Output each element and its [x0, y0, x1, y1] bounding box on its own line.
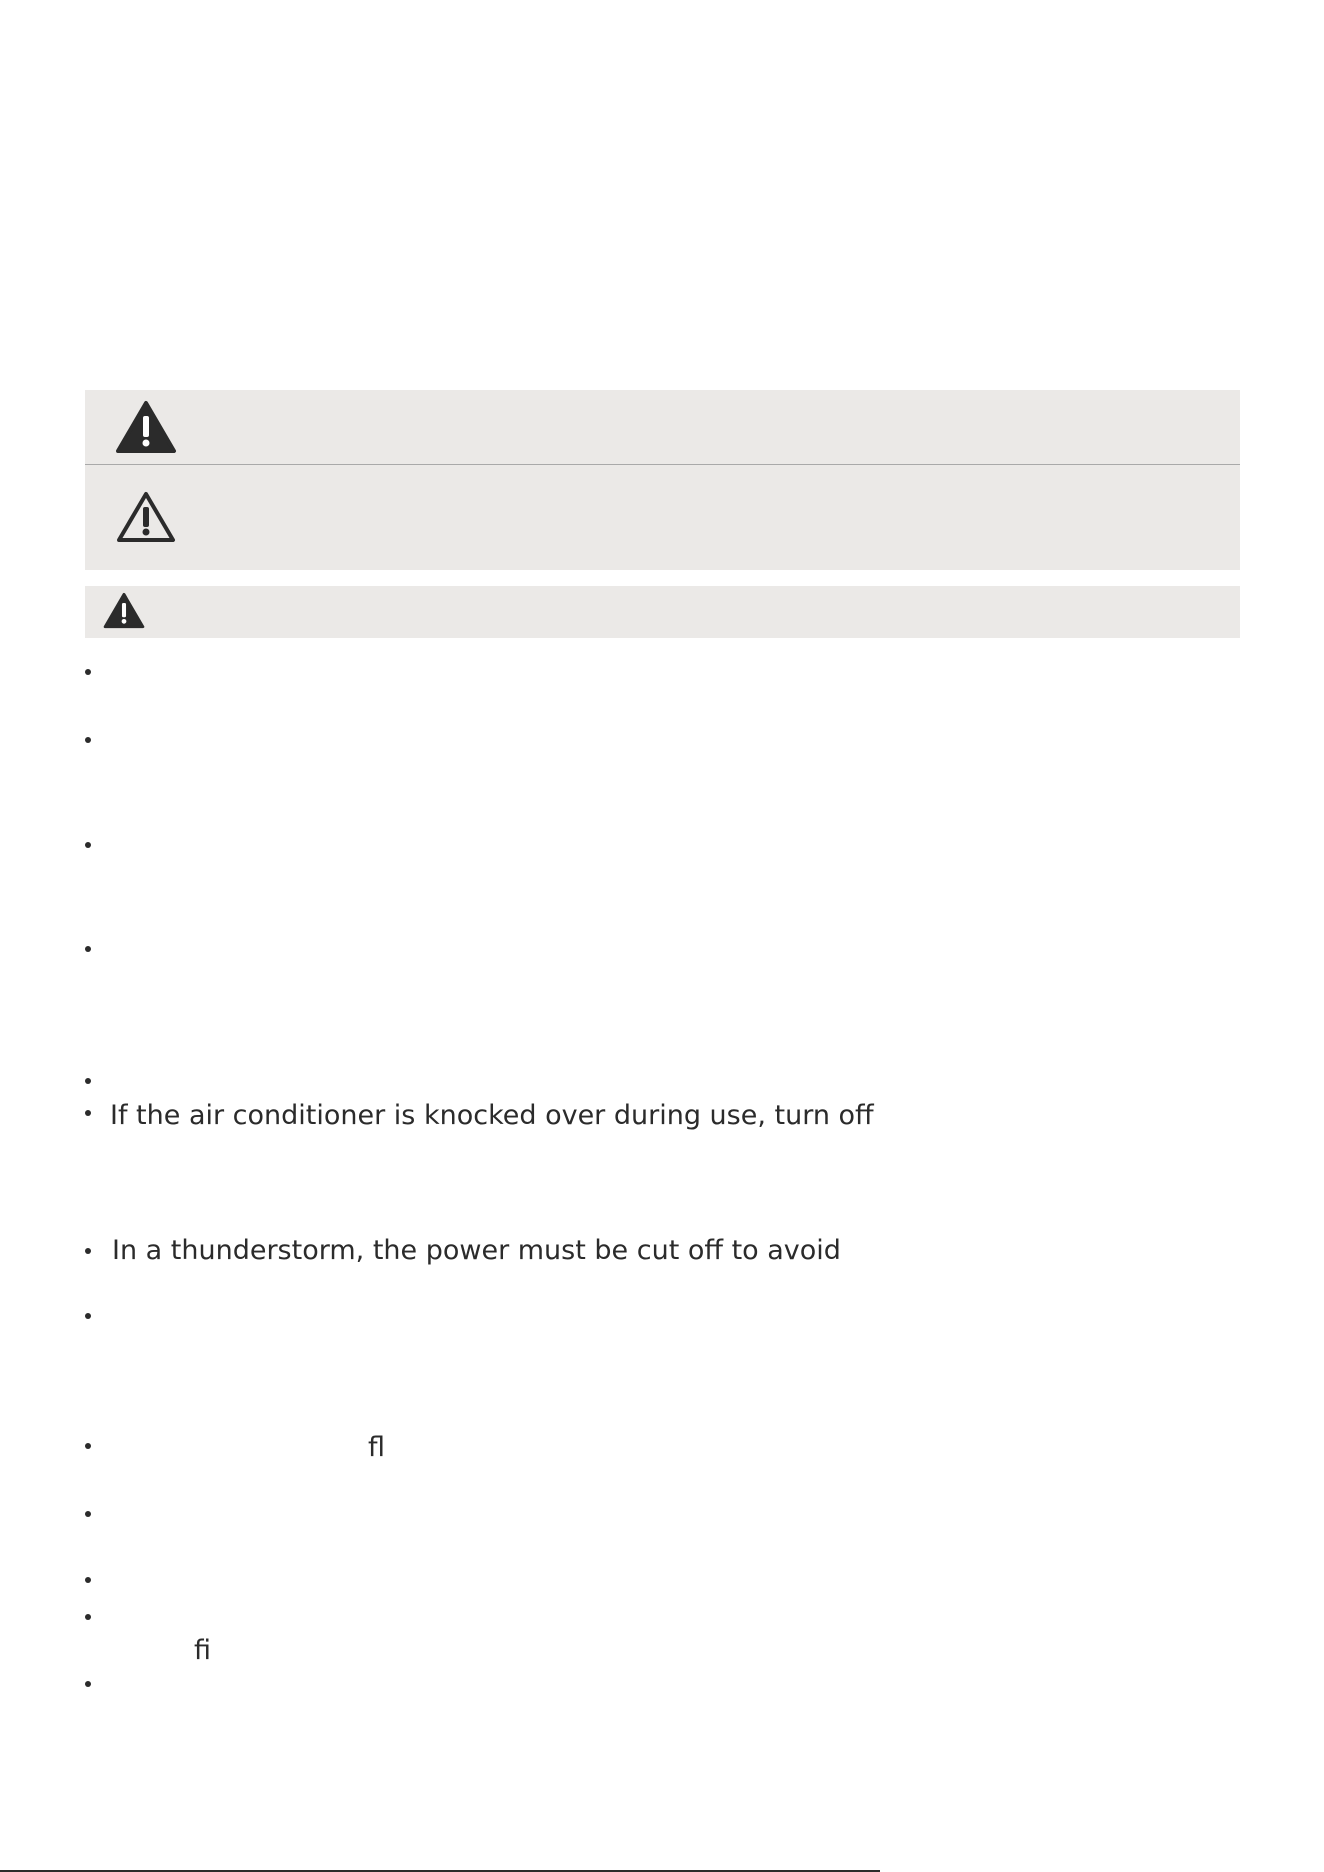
- text-fragment: fi: [194, 1635, 212, 1666]
- text-fragment: fl: [368, 1432, 386, 1463]
- bullet: [85, 1078, 91, 1084]
- panel-divider: [85, 464, 1240, 465]
- bullet: [85, 1443, 91, 1449]
- bullet: [85, 669, 91, 675]
- bullet: [85, 1313, 91, 1319]
- bullet: [85, 842, 91, 848]
- bullet: [85, 1614, 91, 1620]
- bullet: [85, 1681, 91, 1687]
- warning-filled-icon: [103, 592, 145, 629]
- bullet: [85, 737, 91, 743]
- bullet: [85, 1511, 91, 1517]
- bullet: [85, 1248, 91, 1254]
- list-item-thunderstorm: In a thunderstorm, the power must be cut off to avoid: [112, 1235, 841, 1266]
- warning-panel: [85, 390, 1240, 570]
- list-item-knocked-over: If the air conditioner is knocked over during use, turn off: [110, 1100, 874, 1131]
- section-header-bar: [85, 586, 1240, 638]
- warning-filled-icon: [115, 400, 177, 454]
- warning-outline-icon: [115, 490, 177, 544]
- bullet: [85, 946, 91, 952]
- bullet: [85, 1110, 91, 1116]
- bullet: [85, 1577, 91, 1583]
